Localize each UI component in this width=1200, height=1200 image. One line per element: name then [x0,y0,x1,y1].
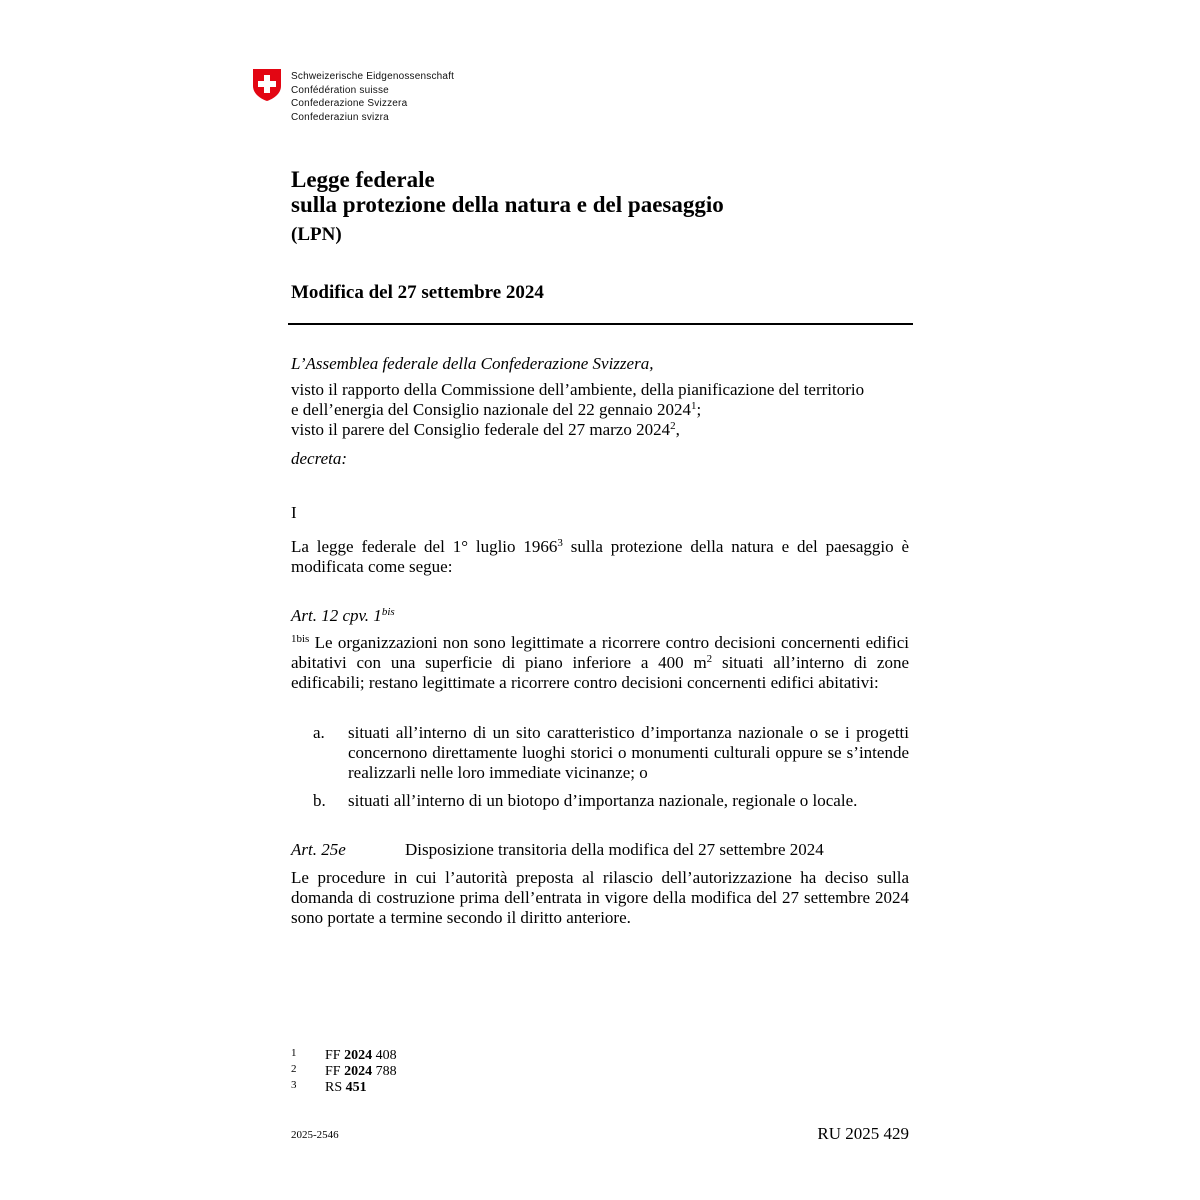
art12-paragraph [291,633,909,693]
art12-para-number: 1bis [291,633,310,645]
footnote-prefix: FF [325,1064,345,1079]
intro-text-2: sulla protezione della natura e del paesaggio è modificata come segue: [291,537,909,576]
footnote-ref-2: 2 [670,420,676,432]
document-number: 2025-2546 [291,1129,339,1141]
preamble-considerations [291,380,909,440]
art25e-heading [291,840,824,860]
art12-list [291,723,909,811]
footnote-1 [291,1048,397,1064]
confed-name-it: Confederazione Svizzera [291,98,408,109]
list-text-b: situati all’interno di un biotopo d’importanza nazionale, regionale o locale. [348,791,858,810]
preamble-visto-rapporto-end: ; [696,400,702,419]
art12-heading-text: Art. 12 cpv. 1 [291,606,382,625]
confed-name-rm: Confederaziun svizra [291,111,389,123]
confederation-names [291,70,454,124]
footnote-ref-1: 1 [691,400,697,412]
art12-para-text-1: Le organizzazioni non sono legittimate a ricorrere contro decisioni concernenti edifici abitativi con una superficie di piano inferiore a 400 m [291,633,909,672]
footnote-year: 2024 [344,1064,373,1079]
preamble-visto-parere-end: , [675,420,680,439]
preamble-visto-parere-text: visto il parere del Consiglio federale del 27 marzo 2024 [291,420,671,439]
preamble-visto-rapporto-line-2 [291,400,909,420]
list-text-a: situati all’interno di un sito caratteristico d’importanza nazionale o se i progetti concernono direttamente luoghi storici o monumenti culturali oppure se s’intende realizzarli nelle loro immediate vicinanze; o [348,723,909,782]
footnote-number: 2 [291,1063,297,1075]
preamble-visto-rapporto-text: e dell’energia del Consiglio nazionale del 22 gennaio 2024 [291,400,692,419]
art12-heading-sup: bis [381,606,395,618]
title-divider [288,323,913,325]
title-abbreviation: (LPN) [291,224,342,245]
art25e-paragraph: Le procedure in cui l’autorità preposta al rilascio dell’autorizzazione ha deciso sulla domanda di costruzione prima dell’entrata in vigore della modifica del 27 settembre 2024 sono portate a termine secondo il diritto anteriore. [291,868,909,927]
footnote-number: 3 [291,1079,297,1091]
title-line-2: sulla protezione della natura e del paesaggio [291,192,724,217]
list-marker-b: b. [313,791,326,810]
footnote-year: 2024 [344,1048,373,1063]
footnote-sr-number: 451 [345,1080,367,1095]
intro-paragraph [291,537,909,577]
list-item-b [291,791,909,811]
footnote-prefix: FF [325,1048,345,1063]
preamble-visto-parere [291,420,909,440]
art12-para-sup-m2: 2 [706,653,713,665]
art12-para-text-2: situati all’interno di zone edificabili; restano legittimate a ricorrere contro decisioni concernenti edifici abitativi: [291,653,909,692]
footnote-2 [291,1064,397,1080]
preamble-visto-rapporto-line-1: visto il rapporto della Commissione dell’ambiente, della pianificazione del territorio [291,380,865,399]
art25e-number: Art. 25e [291,840,346,859]
footnote-ref-3: 3 [557,537,563,549]
preamble-decreta: decreta: [291,449,348,468]
footnote-prefix: RS [325,1080,346,1095]
ru-reference: RU 2025 429 [817,1124,909,1143]
list-marker-a: a. [313,723,325,742]
swiss-cross-emblem-icon [253,69,281,101]
footnotes [291,1048,397,1096]
list-item-a [291,723,909,783]
confed-name-fr: Confédération suisse [291,84,389,96]
footnote-3 [291,1080,397,1096]
art12-heading [291,606,909,626]
document-title [291,167,724,217]
intro-text-1: La legge federale del 1° luglio 1966 [291,537,558,556]
preamble-assembly: L’Assemblea federale della Confederazione Svizzera, [291,354,654,373]
footnote-page: 408 [372,1048,397,1063]
art25e-title: Disposizione transitoria della modifica del 27 settembre 2024 [405,840,824,859]
title-line-1: Legge federale [291,167,435,192]
confed-name-de: Schweizerische Eidgenossenschaft [291,71,455,82]
section-heading-I: I [291,503,297,522]
amendment-date: Modifica del 27 settembre 2024 [291,282,544,303]
footnote-page: 788 [372,1064,397,1079]
footnote-number: 1 [291,1047,297,1059]
